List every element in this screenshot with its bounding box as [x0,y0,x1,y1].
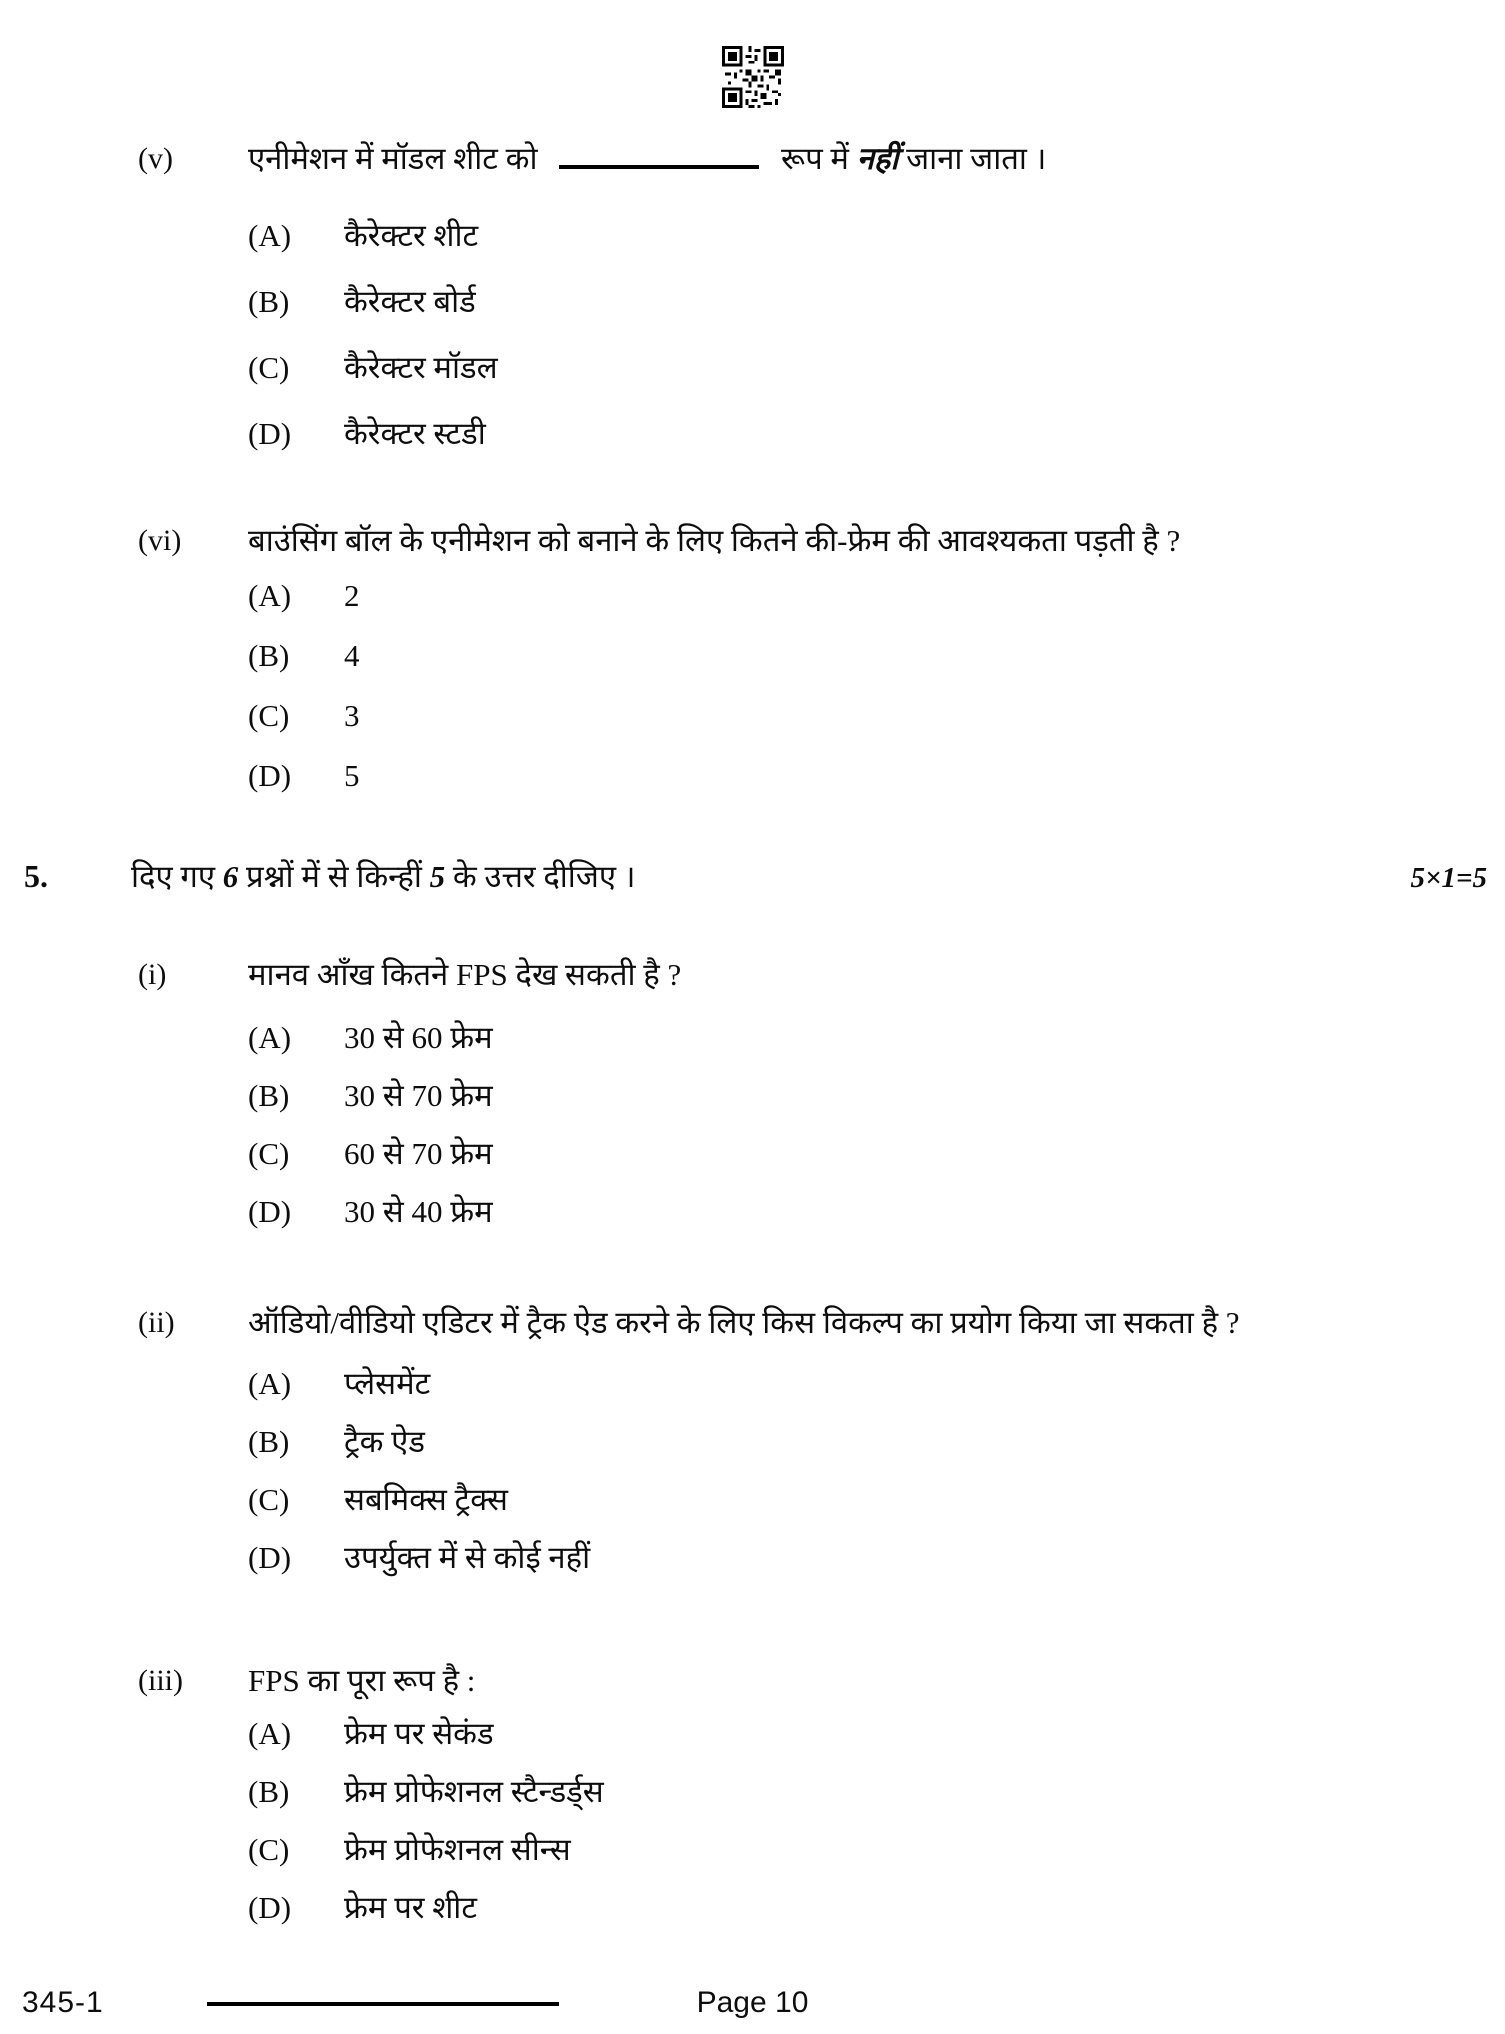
footer-divider [207,2002,559,2006]
question-5-ii [138,1292,1425,1594]
instruction-text: प्रश्नों में से किन्हीं [245,859,422,894]
option-label: (C) [248,350,290,385]
option-label: (C) [248,1136,290,1171]
option-row [248,1420,1425,1464]
option-text: 4 [344,638,360,673]
question-5-header [24,850,1487,904]
page-number: Page 10 [696,1986,809,2019]
option-row [248,1536,1425,1580]
option-row [248,1886,1425,1930]
option-text: 5 [344,758,360,793]
question-instruction [131,851,1317,903]
option-text: 30 से 40 फ्रेम [344,1194,493,1229]
marks-badge: 5×1=5 [1410,862,1487,894]
question-text: मानव आँख कितने FPS देख सकती है ? [248,957,682,992]
instruction-text: के उत्तर दीजिए । [452,859,636,894]
option-label: (D) [248,1890,292,1925]
question-text-after-blank: रूप में [780,141,849,176]
option-row [248,754,1425,798]
question-label: (i) [138,958,167,991]
option-label: (D) [248,1194,292,1229]
option-row [248,1478,1425,1522]
option-text: 60 से 70 फ्रेम [344,1136,493,1171]
option-label: (C) [248,1832,290,1867]
option-label: (D) [248,758,292,793]
options-list [248,1362,1425,1594]
option-text: 3 [344,698,360,733]
question-text: FPS का पूरा रूप है : [248,1663,476,1698]
option-row [248,634,1425,678]
option-row [248,280,1425,324]
question-number: 5. [24,858,48,894]
qr-code [0,0,1505,108]
option-label: (A) [248,1716,292,1751]
question-vi [138,510,1425,814]
question-5-i [138,944,1425,1248]
option-text: फ्रेम प्रोफेशनल सीन्स [344,1832,571,1867]
option-label: (B) [248,1078,290,1113]
instruction-count: 6 [222,859,239,894]
option-label: (D) [248,416,292,451]
option-label: (C) [248,1482,290,1517]
option-label: (B) [248,638,290,673]
option-text: सबमिक्स ट्रैक्स [344,1482,508,1517]
option-row [248,1362,1425,1406]
option-text: कैरेक्टर मॉडल [344,350,498,385]
question-text: बाउंसिंग बॉल के एनीमेशन को बनाने के लिए कितने की-फ्रेम की आवश्यकता पड़ती है ? [248,523,1181,558]
option-label: (D) [248,1540,292,1575]
question-v [138,128,1425,478]
option-row [248,1132,1425,1176]
option-label: (A) [248,578,292,613]
question-5-iii [138,1650,1425,1944]
options-list [248,1712,1425,1944]
option-row [248,1074,1425,1118]
option-label: (B) [248,1424,290,1459]
option-label: (A) [248,218,292,253]
option-text: प्लेसमेंट [344,1366,431,1401]
option-text: कैरेक्टर शीट [344,218,479,253]
option-label: (B) [248,284,290,319]
option-row [248,1770,1425,1814]
option-row [248,1712,1425,1756]
option-text: उपर्युक्त में से कोई नहीं [344,1540,591,1575]
options-list [248,1016,1425,1248]
qr-code-image [722,46,784,108]
paper-code: 345-1 [22,1986,104,2019]
question-text [248,128,1425,190]
options-list [248,214,1425,478]
option-text: 2 [344,578,360,613]
question-label: (v) [138,142,173,175]
option-text: कैरेक्टर बोर्ड [344,284,476,319]
option-row [248,574,1425,618]
option-text: कैरेक्टर स्टडी [344,416,486,451]
instruction-count: 5 [429,859,446,894]
option-label: (A) [248,1020,292,1055]
question-emphasized-word: नहीं [856,141,899,176]
option-row [248,214,1425,258]
options-list [248,574,1425,814]
option-row [248,1828,1425,1872]
question-label: (ii) [138,1306,175,1339]
option-text: फ्रेम पर शीट [344,1890,477,1925]
question-text-tail: जाना जाता । [906,141,1047,176]
option-row [248,346,1425,390]
option-label: (C) [248,698,290,733]
option-text: ट्रैक ऐड [344,1424,425,1459]
fill-in-blank [559,140,759,169]
option-label: (B) [248,1774,290,1809]
option-text: 30 से 60 फ्रेम [344,1020,493,1055]
option-text: फ्रेम पर सेकंड [344,1716,494,1751]
option-row [248,1190,1425,1234]
option-row [248,412,1425,456]
question-label: (iii) [138,1664,183,1697]
option-text: 30 से 70 फ्रेम [344,1078,493,1113]
question-text-before-blank: एनीमेशन में मॉडल शीट को [248,141,538,176]
question-label: (vi) [138,524,182,557]
question-text: ऑडियो/वीडियो एडिटर में ट्रैक ऐड करने के लिए किस विकल्प का प्रयोग किया जा सकता है ? [248,1305,1240,1340]
option-row [248,1016,1425,1060]
option-row [248,694,1425,738]
option-label: (A) [248,1366,292,1401]
instruction-text: दिए गए [131,859,215,894]
page-footer [0,1980,1505,2022]
option-text: फ्रेम प्रोफेशनल स्टैन्डर्ड्स [344,1774,604,1809]
